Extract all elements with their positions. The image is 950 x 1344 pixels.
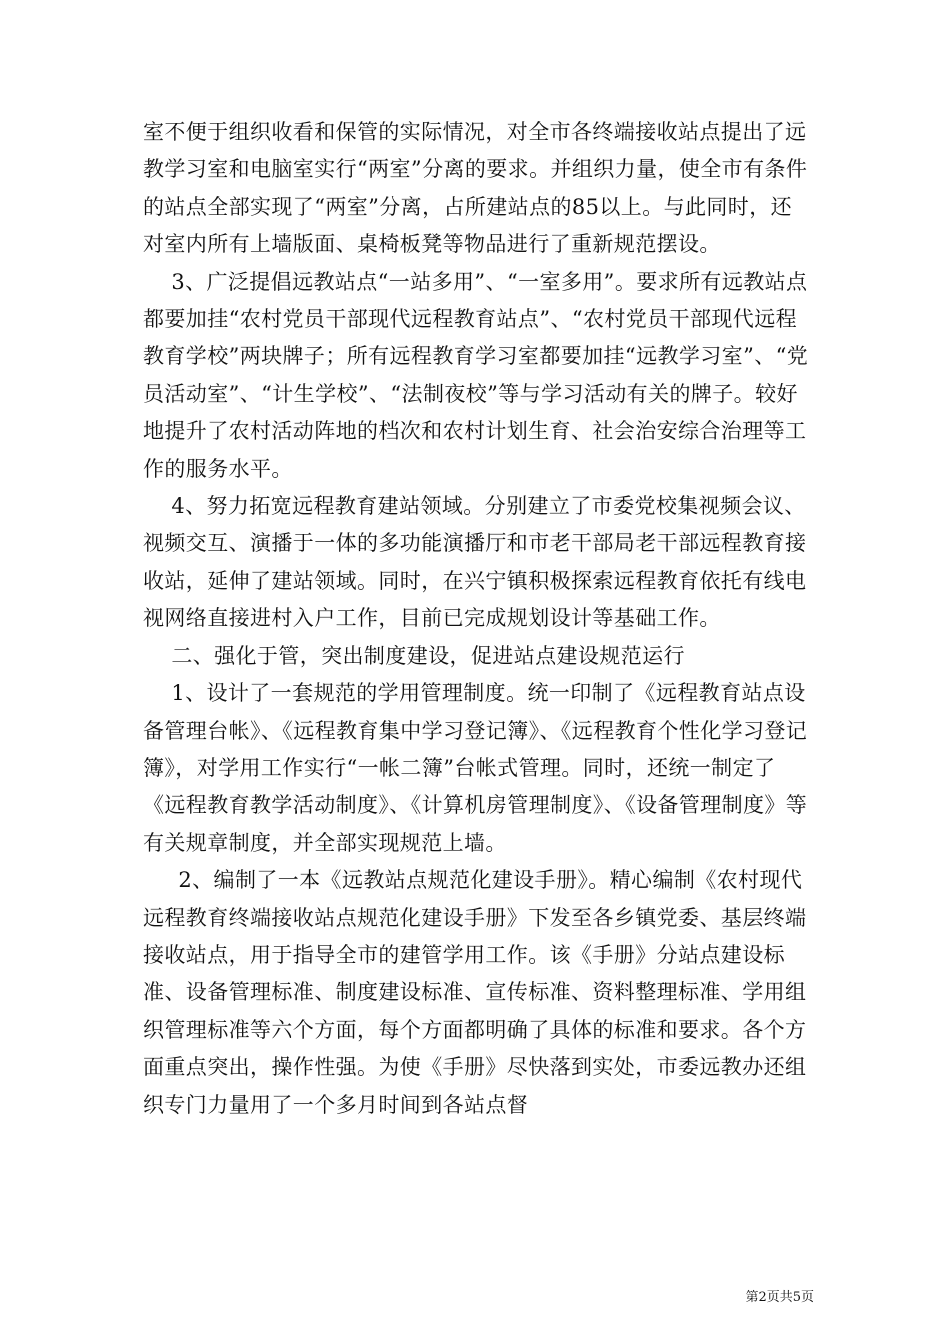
paragraph: 室不便于组织收看和保管的实际情况，对全市各终端接收站点提出了远教学习室和电脑室实行“两室”分离的要求。并组织力量，使全市有条件的站点全部实现了“两室”分离，占所建站点的85以上。与此同时，还对室内所有上墙版面、桌椅板凳等物品进行了重新规范摆设。 bbox=[143, 120, 808, 257]
paragraph: 4、努力拓宽远程教育建站领域。分别建立了市委党校集视频会议、视频交互、演播于一体的多功能演播厅和市老干部局老干部远程教育接收站，延伸了建站领域。同时，在兴宁镇积极探索远程教育依托有线电视网络直接进村入户工作，目前已完成规划设计等基础工作。 bbox=[143, 494, 807, 631]
page-footer: 第2页共5页 bbox=[745, 1290, 814, 1305]
paragraph: 2、编制了一本《远教站点规范化建设手册》。精心编制《农村现代远程教育终端接收站点规范化建设手册》下发至各乡镇党委、基层终端接收站点，用于指导全市的建管学用工作。该《手册》分站点建设标准、设备管理标准、制度建设标准、宣传标准、资料整理标准、学用组织管理标准等六个方面，每个方面都明确了具体的标准和要求。各个方面重点突出，操作性强。为使《手册》尽快落到实处，市委远教办还组织专门力量用了一个多月时间到各站点督 bbox=[143, 868, 807, 1117]
section-heading: 二、强化于管，突出制度建设，促进站点建设规范运行 bbox=[143, 643, 685, 668]
document-body bbox=[143, 114, 813, 1124]
paragraph: 3、广泛提倡远教站点“一站多用”、“一室多用”。要求所有远教站点都要加挂“农村党员干部现代远程教育站点”、“农村党员干部现代远程教育学校”两块牌子；所有远程教育学习室都要加挂“远教学习室”、“党员活动室”、“计生学校”、“法制夜校”等与学习活动有关的牌子。较好地提升了农村活动阵地的档次和农村计划生育、社会治安综合治理等工作的服务水平。 bbox=[143, 269, 809, 481]
paragraph: 1、设计了一套规范的学用管理制度。统一印制了《远程教育站点设备管理台帐》、《远程教育集中学习登记簿》、《远程教育个性化学习登记簿》，对学用工作实行“一帐二簿”台帐式管理。同时，还统一制定了《远程教育教学活动制度》、《计算机房管理制度》、《设备管理制度》等有关规章制度，并全部实现规范上墙。 bbox=[143, 681, 808, 855]
